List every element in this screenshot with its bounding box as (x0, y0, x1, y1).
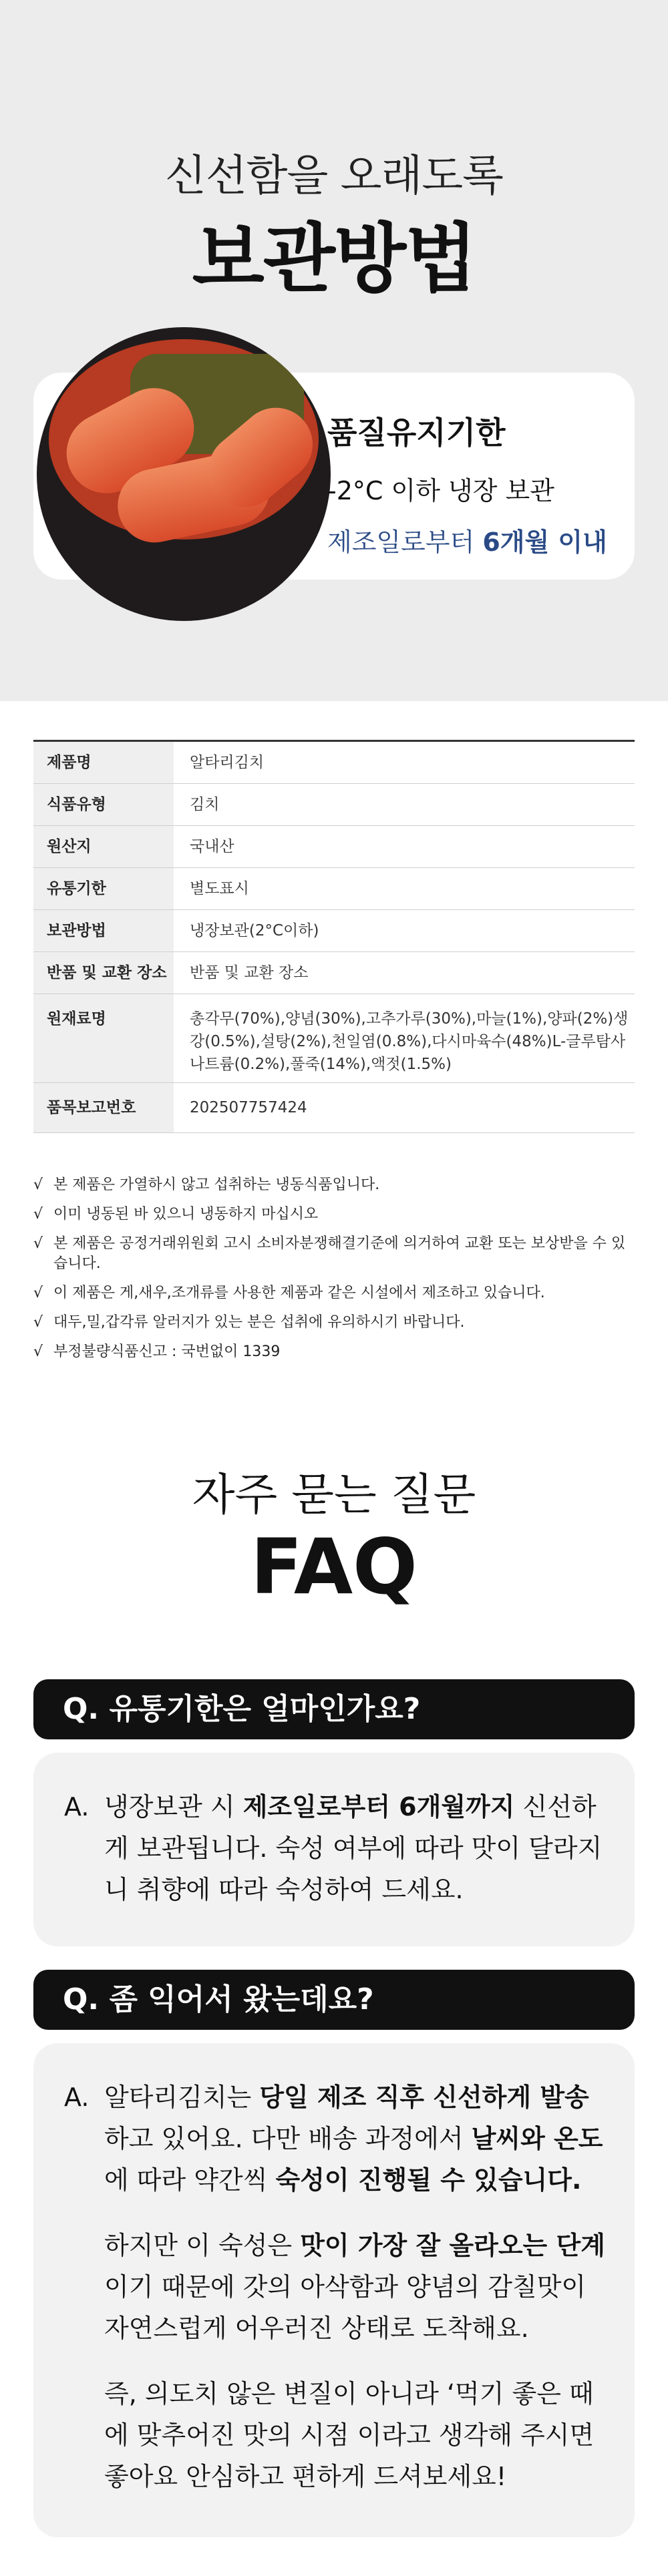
notice-text: 본 제품은 가열하시 않고 섭취하는 냉동식품입니다. (53, 1176, 380, 1193)
row-value: 국내산 (190, 838, 234, 855)
kimchi-photo (37, 327, 331, 621)
row-key: 반품 및 교환 장소 (33, 952, 174, 994)
table-row (33, 784, 635, 826)
row-key: 보관방법 (33, 910, 174, 951)
notice-item (33, 1205, 635, 1225)
row-value: 김치 (190, 796, 220, 813)
table-row (33, 910, 635, 952)
answer-highlight: 제조일로부터 6개월까지 (242, 1792, 515, 1821)
table-row (33, 868, 635, 910)
table-row (33, 1083, 635, 1133)
check-icon: √ (33, 1235, 43, 1252)
answer-body (104, 2077, 608, 2497)
row-value: 202507757424 (190, 1099, 307, 1116)
answer-highlight: 맛이 가장 잘 올라오는 단계 (300, 2231, 605, 2260)
answer-text: 냉장보관 시 (104, 1792, 243, 1821)
table-row (33, 742, 635, 784)
answer-highlight: 숙성이 진행될 수 있습니다. (275, 2165, 582, 2195)
faq-answer-1 (33, 1753, 635, 1946)
faq-question-1[interactable]: Q. 유통기한은 얼마인가요? (33, 1679, 635, 1739)
answer-text: 이기 때문에 갓의 아삭함과 양념의 감칠맛이 자연스럽게 어우러진 상태로 도착해요. (104, 2272, 587, 2343)
answer-text: 에 따라 약간씩 (104, 2165, 276, 2195)
answer-body (104, 1786, 608, 1910)
faq-answer-2 (33, 2043, 635, 2537)
row-key: 품목보고번호 (33, 1083, 174, 1132)
table-row (33, 826, 635, 868)
check-icon: √ (33, 1176, 43, 1193)
answer-paragraph (104, 2077, 608, 2201)
notice-text: 대두,밀,갑각류 알러지가 있는 분은 섭취에 유의하시기 바랍니다. (53, 1314, 465, 1331)
answer-highlight: 당일 제조 직후 신선하게 발송 (259, 2083, 589, 2112)
notice-list (33, 1175, 635, 1371)
row-key: 유통기한 (33, 868, 174, 909)
check-icon: √ (33, 1285, 43, 1301)
storage-card-text (327, 409, 607, 558)
notice-text: 이 제품은 게,새우,조개류를 사용한 제품과 같은 시설에서 제조하고 있습니다. (53, 1285, 545, 1301)
answer-text: 신선하게 보관됩니다. 숙성 여부에 따라 맛이 달라지니 취향에 따라 숙성하여 드세요. (104, 1792, 603, 1904)
row-value: 총각무(70%),양념(30%),고추가루(30%),마늘(1%),양파(2%)생강(0.5%),설탕(2%),천일염(0.8%),다시마육수(48%)L-글루탐사나트륨(0.2%),풀죽(14%),액젓(1.5%) (190, 1010, 629, 1073)
check-icon: √ (33, 1206, 43, 1223)
notice-text: 부정불량식품신고 : 국번없이 1339 (53, 1343, 281, 1360)
faq-question-2[interactable]: Q. 좀 익어서 왔는데요? (33, 1970, 635, 2030)
answer-text: 하고 있어요. 다만 배송 과정에서 (104, 2124, 472, 2153)
faq-title: FAQ (251, 1522, 418, 1611)
row-key: 원재료명 (33, 994, 174, 1082)
check-icon: √ (33, 1314, 43, 1331)
answer-paragraph (104, 2225, 608, 2349)
answer-label: A. (64, 2083, 90, 2112)
row-value: 별도표시 (190, 880, 249, 897)
row-key: 제품명 (33, 742, 174, 783)
answer-paragraph (104, 2373, 608, 2497)
faq-subtitle: 자주 묻는 질문 (192, 1469, 476, 1520)
row-value: 알타리김치 (190, 754, 265, 771)
notice-item (33, 1283, 635, 1303)
answer-text: 즉, 의도치 않은 변질이 아니라 ‘먹기 좋은 때에 맞추어진 맛의 시점 이라고 생각해 주시면 좋아요 안심하고 편하게 드셔보세요! (104, 2379, 595, 2491)
storage-title: 보관방법 (192, 216, 476, 302)
notice-text: 본 제품은 공정거래위원회 고시 소비자분쟁해결기준에 의거하여 교환 또는 보상받을 수 있습니다. (53, 1235, 626, 1272)
storage-hero (0, 0, 668, 701)
quality-period-title: 품질유지기한 (327, 415, 506, 451)
table-row (33, 952, 635, 994)
notice-item (33, 1342, 635, 1362)
storage-temp: -2°C 이하 냉장 보관 (327, 476, 554, 505)
notice-item (33, 1313, 635, 1333)
notice-item (33, 1175, 635, 1195)
answer-text: 알타리김치는 (104, 2083, 260, 2112)
product-info-table (33, 740, 635, 1133)
notice-item (33, 1234, 635, 1274)
row-value: 냉장보관(2°C이하) (190, 922, 319, 939)
answer-label: A. (64, 1792, 90, 1821)
check-icon: √ (33, 1343, 43, 1360)
answer-highlight: 날씨와 온도 (471, 2124, 603, 2153)
row-key: 식품유형 (33, 784, 174, 825)
row-value: 반품 및 교환 장소 (190, 964, 309, 982)
row-key: 원산지 (33, 826, 174, 867)
shelf-life-prefix: 제조일로부터 (327, 527, 483, 557)
shelf-life-period: 6개월 이내 (482, 527, 607, 557)
shelf-life (327, 521, 607, 558)
answer-text: 하지만 이 숙성은 (104, 2231, 301, 2260)
notice-text: 이미 냉동된 바 있으니 냉동하지 마십시오 (53, 1206, 319, 1223)
storage-subtitle: 신선함을 오래도록 (165, 152, 503, 201)
table-row (33, 994, 635, 1083)
